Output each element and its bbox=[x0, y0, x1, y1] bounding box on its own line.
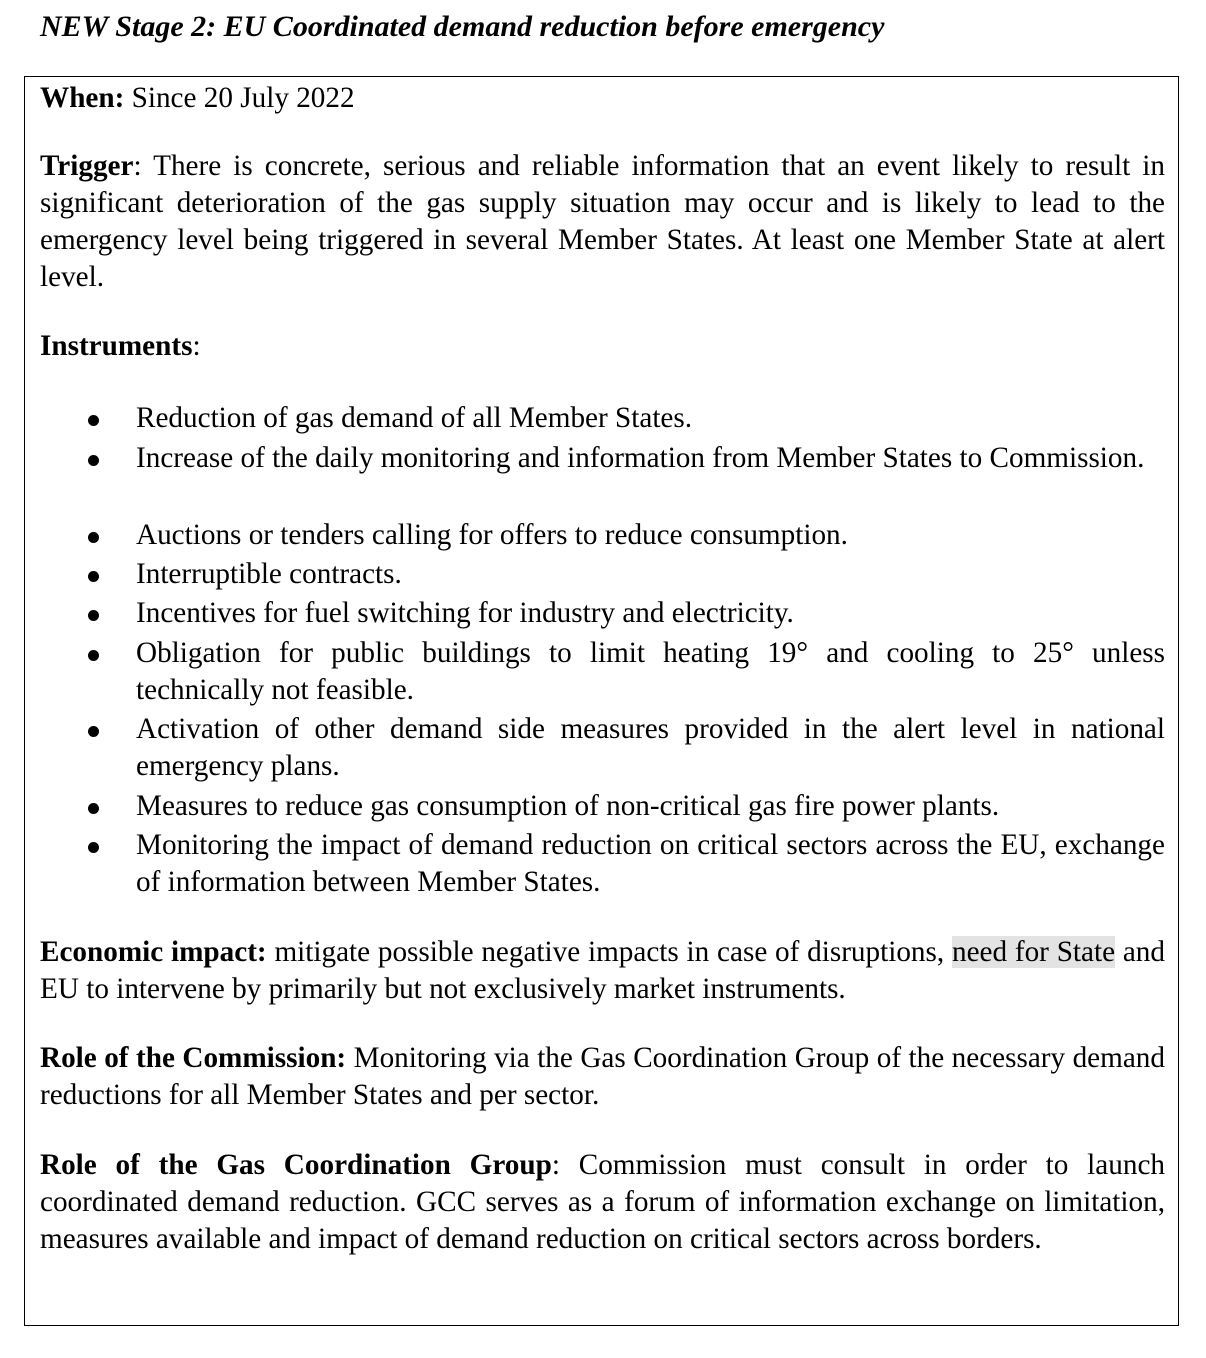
when-text: Since 20 July 2022 bbox=[124, 82, 355, 114]
economic-impact-paragraph bbox=[40, 934, 1165, 1008]
trigger-label: Trigger bbox=[40, 150, 134, 182]
bullet-icon bbox=[88, 610, 99, 621]
role-commission-label: Role of the Commission: bbox=[40, 1042, 347, 1074]
list-item-text: Interruptible contracts. bbox=[136, 558, 402, 590]
bullet-icon bbox=[88, 803, 99, 814]
list-item bbox=[40, 400, 1165, 437]
list-item bbox=[40, 517, 1165, 554]
when-paragraph bbox=[40, 80, 1165, 117]
role-gcg-label: Role of the Gas Coordination Group bbox=[40, 1149, 552, 1181]
list-item-text: Monitoring the impact of demand reduction on critical sectors across the EU, exchange of information between Member States. bbox=[136, 829, 1165, 898]
bullet-icon bbox=[88, 571, 99, 582]
list-item-text: Auctions or tenders calling for offers to reduce consumption. bbox=[136, 519, 848, 551]
page-title: NEW Stage 2: EU Coordinated demand reduction before emergency bbox=[40, 10, 885, 43]
bullet-icon bbox=[88, 726, 99, 737]
role-gcg-paragraph bbox=[40, 1147, 1165, 1258]
bullet-icon bbox=[88, 415, 99, 426]
role-commission-paragraph bbox=[40, 1040, 1165, 1114]
list-item-text: Incentives for fuel switching for industry and electricity. bbox=[136, 597, 794, 629]
list-item-text: Obligation for public buildings to limit heating 19° and cooling to 25° unless technically not feasible. bbox=[136, 637, 1165, 706]
list-item bbox=[40, 788, 1165, 825]
bullet-icon bbox=[88, 455, 99, 466]
list-item bbox=[40, 440, 1165, 477]
instruments-suffix: : bbox=[192, 330, 201, 362]
bullet-icon bbox=[88, 532, 99, 543]
instruments-label: Instruments bbox=[40, 330, 193, 362]
list-item bbox=[40, 595, 1165, 632]
highlighted-text: need for State bbox=[951, 936, 1116, 968]
economic-impact-label: Economic impact: bbox=[40, 936, 267, 968]
instruments-heading bbox=[40, 328, 1165, 365]
list-item bbox=[40, 827, 1165, 901]
list-item-text: Measures to reduce gas consumption of non-critical gas fire power plants. bbox=[136, 790, 1000, 822]
when-label: When: bbox=[40, 82, 125, 114]
list-item bbox=[40, 556, 1165, 593]
bullet-icon bbox=[88, 650, 99, 661]
economic-impact-text-end: and EU to intervene by primarily but not exclusively market instruments. bbox=[40, 936, 1165, 1005]
list-item-text: Increase of the daily monitoring and information from Member States to Commission. bbox=[136, 442, 1145, 474]
list-item bbox=[40, 711, 1165, 785]
trigger-paragraph bbox=[40, 148, 1165, 296]
economic-impact-text: mitigate possible negative impacts in case of disruptions, bbox=[266, 936, 952, 968]
role-gcg-text: : Commission must consult in order to launch coordinated demand reduction. GCC serves as a forum of information exchange on limitation, measures available and impact of demand reduction on critical sectors across borders. bbox=[40, 1149, 1165, 1255]
role-commission-text: Monitoring via the Gas Coordination Group of the necessary demand reductions for all Member States and per sector. bbox=[40, 1042, 1165, 1111]
trigger-text: : There is concrete, serious and reliable information that an event likely to result in significant deterioration of the gas supply situation may occur and is likely to lead to the emergency level being triggered in several Member States. At least one Member State at alert level. bbox=[40, 150, 1165, 293]
list-item bbox=[40, 635, 1165, 709]
list-item-text: Activation of other demand side measures provided in the alert level in national emergency plans. bbox=[136, 713, 1165, 782]
list-item-text: Reduction of gas demand of all Member States. bbox=[136, 402, 693, 434]
bullet-icon bbox=[88, 842, 99, 853]
